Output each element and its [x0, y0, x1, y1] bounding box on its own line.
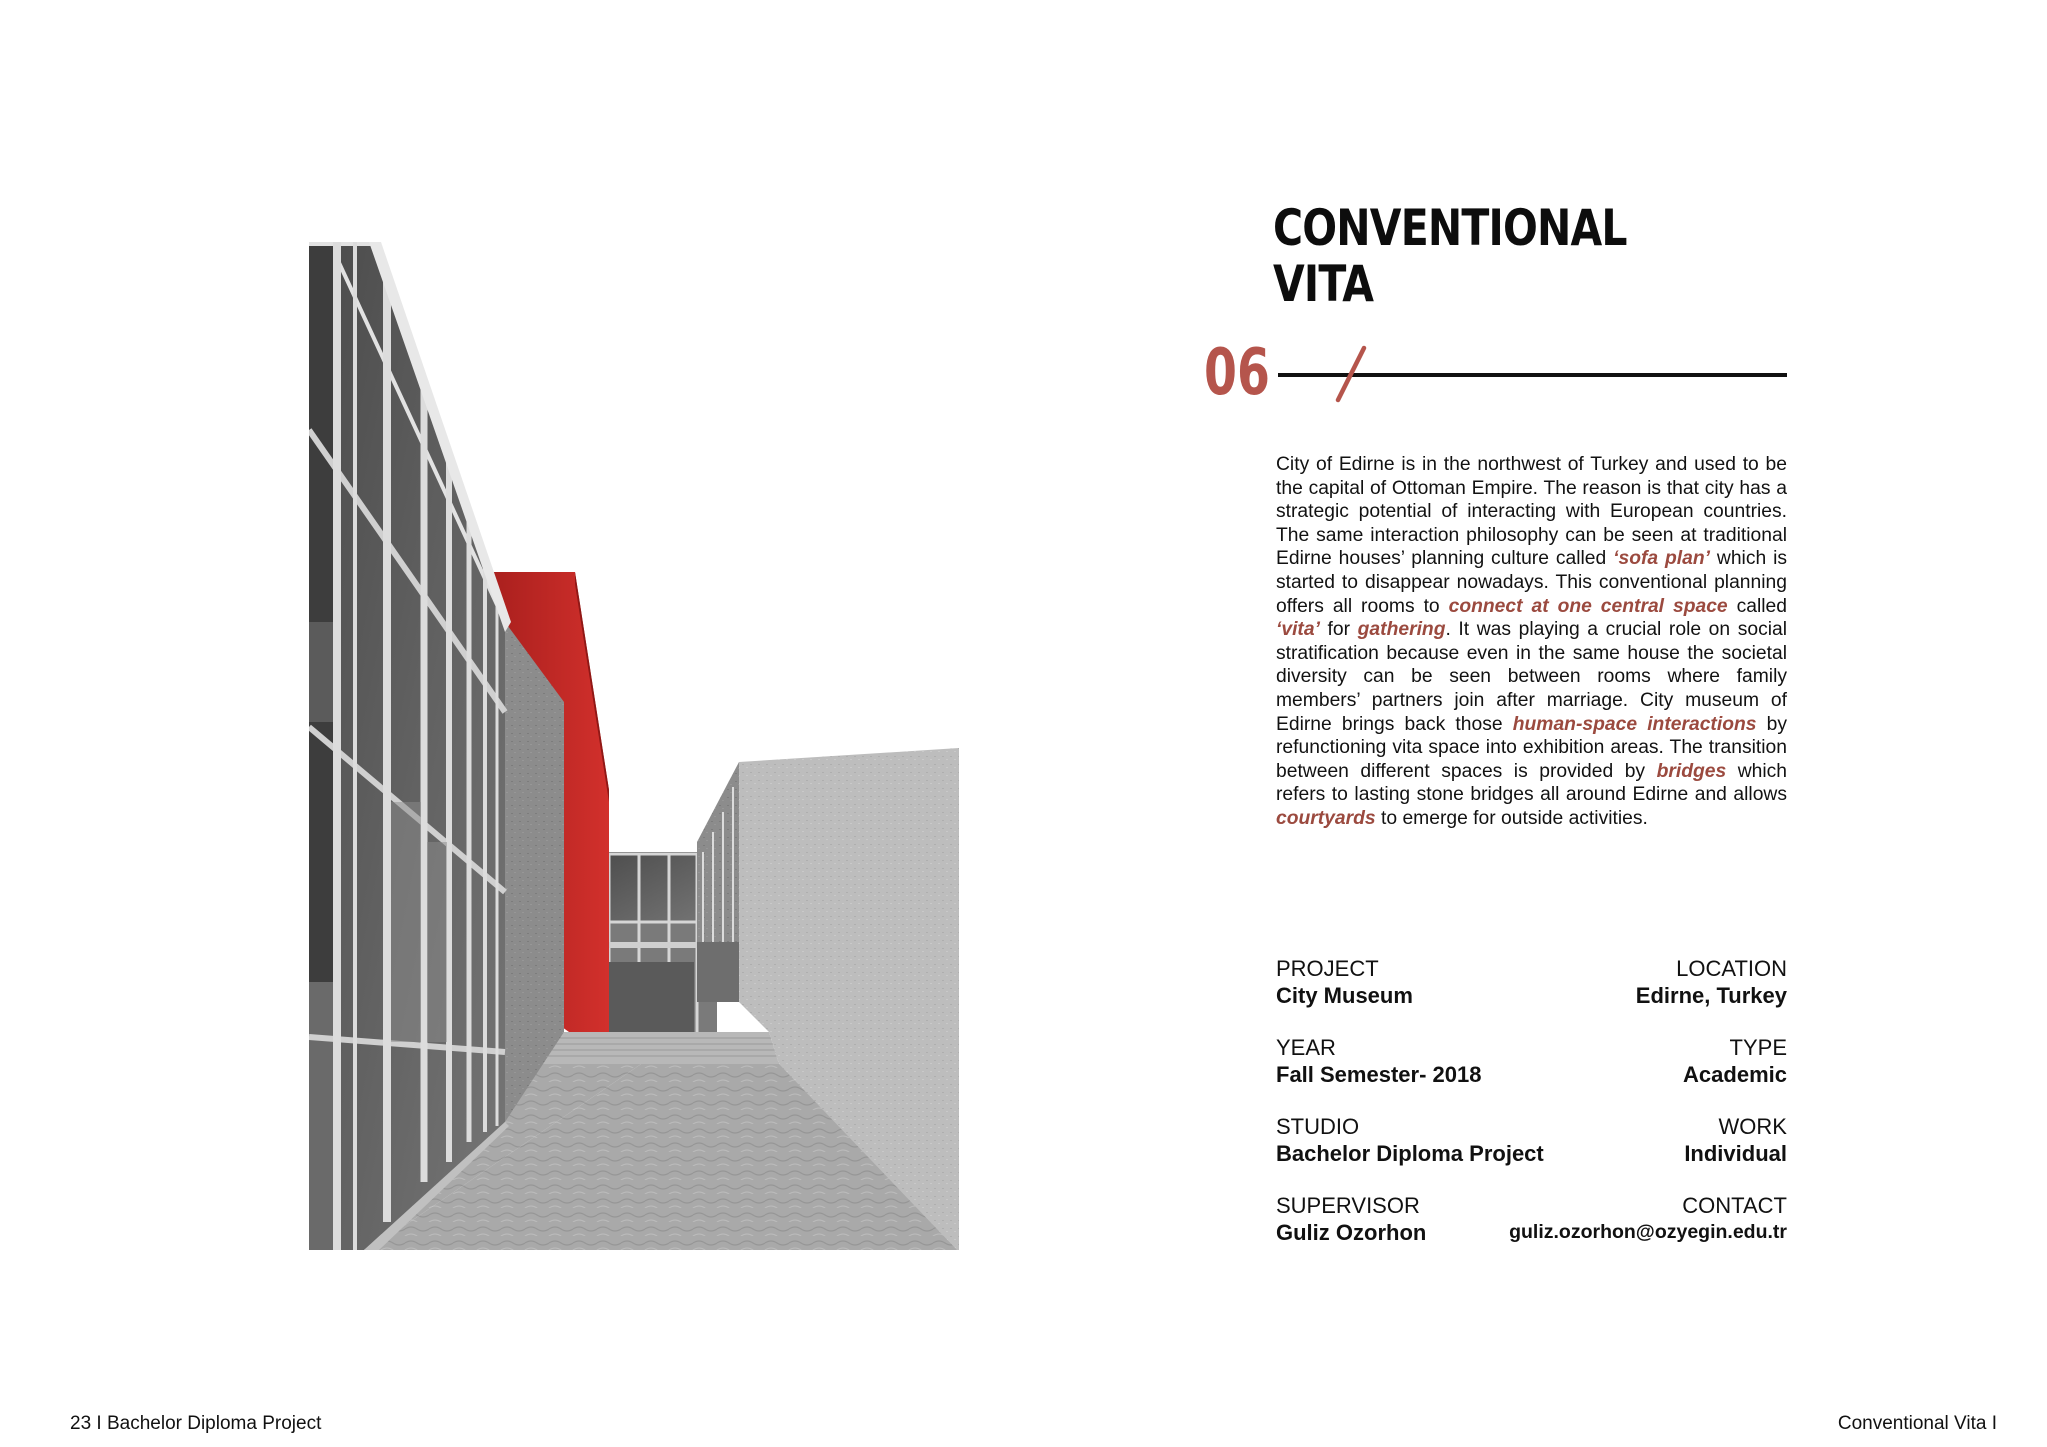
- footer-page-label: 23 I Bachelor Diploma Project: [70, 1413, 322, 1434]
- description-text: to emerge for outside activities.: [1375, 807, 1648, 829]
- description-text: called: [1727, 595, 1787, 617]
- detail-label: YEAR: [1276, 1035, 1336, 1060]
- detail-field: [1509, 1192, 1787, 1246]
- detail-value: Individual: [1684, 1141, 1787, 1166]
- detail-field: [1684, 1113, 1787, 1167]
- detail-value: guliz.ozorhon@ozyegin.edu.tr: [1509, 1221, 1787, 1243]
- title-line-1: CONVENTIONAL: [1273, 199, 1627, 257]
- highlighted-phrase: human-space interactions: [1512, 713, 1757, 735]
- detail-field: [1636, 955, 1787, 1009]
- description-text: which refers to lasting stone bridges all around Edirne and allows: [1276, 760, 1787, 806]
- detail-field: [1276, 1034, 1481, 1088]
- highlighted-phrase: gathering: [1357, 619, 1446, 641]
- project-description: [1276, 453, 1787, 831]
- detail-label: LOCATION: [1676, 956, 1787, 981]
- description-text: by refunctioning vita space into exhibition areas. The transition between different spaces is provided by: [1276, 713, 1787, 782]
- detail-label: CONTACT: [1682, 1193, 1787, 1218]
- slash-icon: [1330, 344, 1370, 404]
- description-text: for: [1319, 619, 1358, 641]
- detail-value: Academic: [1683, 1062, 1787, 1087]
- detail-label: SUPERVISOR: [1276, 1193, 1420, 1218]
- detail-value: City Museum: [1276, 983, 1413, 1008]
- page-title: [1273, 200, 1627, 312]
- highlighted-phrase: ‘sofa plan’: [1613, 548, 1710, 570]
- detail-value: Guliz Ozorhon: [1276, 1220, 1427, 1245]
- description-text: . It was playing a crucial role on social stratification because even in the same house the societal diversity can be seen between rooms where family members’ partners join after marriage. City museum of Edirne brings back those: [1276, 619, 1787, 735]
- highlighted-phrase: ‘vita’: [1276, 619, 1320, 641]
- highlighted-phrase: connect at one central space: [1448, 595, 1728, 617]
- detail-field: [1276, 955, 1413, 1009]
- detail-label: WORK: [1718, 1114, 1787, 1139]
- description-text: which is started to disappear nowadays. This conventional planning offers all rooms to: [1276, 548, 1788, 617]
- highlighted-phrase: courtyards: [1276, 807, 1376, 829]
- detail-value: Fall Semester- 2018: [1276, 1062, 1482, 1087]
- title-line-2: VITA: [1273, 255, 1374, 313]
- detail-value: Edirne, Turkey: [1635, 983, 1787, 1008]
- detail-label: TYPE: [1729, 1035, 1787, 1060]
- detail-field: [1276, 1113, 1544, 1167]
- project-number: 06: [1204, 336, 1270, 410]
- detail-label: STUDIO: [1276, 1114, 1360, 1139]
- description-text: City of Edirne is in the northwest of Turkey and used to be the capital of Ottoman Empire. The reason is that city has a strategic potential of interacting with European countries. The same interaction philosophy can be seen at traditional Edirne houses’ planning culture called: [1276, 454, 1787, 570]
- detail-field: [1276, 1192, 1426, 1246]
- architectural-render: [309, 242, 959, 1250]
- footer-section-label: Conventional Vita I: [1837, 1413, 1997, 1434]
- detail-field: [1683, 1034, 1787, 1088]
- detail-value: Bachelor Diploma Project: [1276, 1141, 1544, 1166]
- highlighted-phrase: bridges: [1656, 760, 1727, 782]
- detail-label: PROJECT: [1276, 956, 1379, 981]
